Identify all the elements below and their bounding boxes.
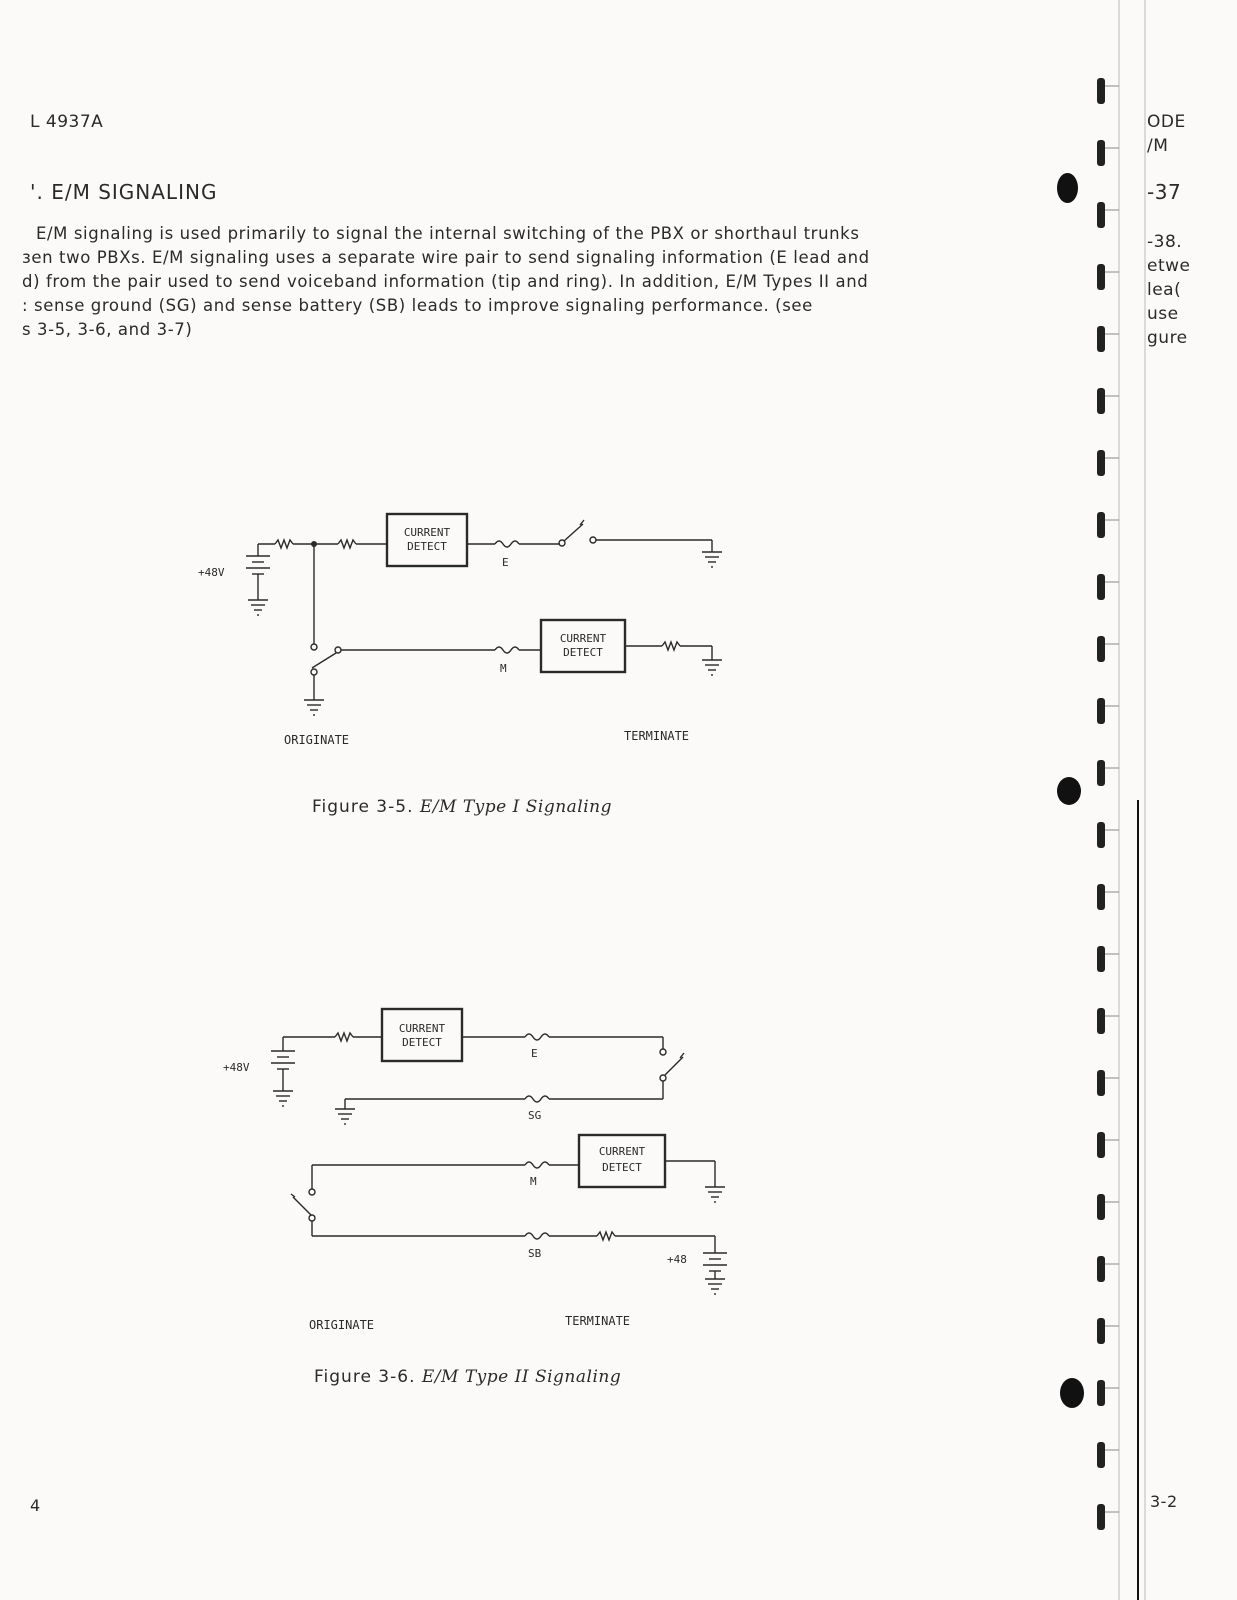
binder-ring <box>1097 698 1105 724</box>
current-detect-label: DETECT <box>407 540 447 553</box>
binder-ring <box>1097 1442 1105 1468</box>
next-page-text: -37 <box>1147 180 1182 204</box>
next-page-text: ODE <box>1147 112 1186 132</box>
figure-caption <box>312 797 612 817</box>
next-page-text: etwe <box>1147 256 1191 276</box>
binder-ring <box>1097 1256 1105 1282</box>
lead-label-e: E <box>531 1047 538 1060</box>
binder-ring <box>1097 78 1105 104</box>
binder-ring <box>1097 1504 1105 1530</box>
binder-ring <box>1097 388 1105 414</box>
binder-ring <box>1097 760 1105 786</box>
lead-label-e: E <box>502 556 509 569</box>
binder-ring <box>1097 450 1105 476</box>
punch-hole <box>1057 173 1078 203</box>
voltage-label: +48V <box>223 1061 250 1074</box>
caption-prefix: Figure 3-6. <box>314 1367 416 1387</box>
binder-ring <box>1097 140 1105 166</box>
next-page-text: lea( <box>1147 280 1182 300</box>
originate-label: ORIGINATE <box>284 733 350 747</box>
section-heading: '. E/M SIGNALING <box>30 180 218 204</box>
terminate-label: TERMINATE <box>565 1314 631 1328</box>
current-detect-label: CURRENT <box>559 632 607 645</box>
binder-ring <box>1097 1008 1105 1034</box>
caption-title: E/M Type I Signaling <box>419 797 613 817</box>
binder-ring <box>1097 264 1105 290</box>
punch-hole <box>1060 1378 1084 1408</box>
current-detect-label: DETECT <box>563 646 603 659</box>
current-detect-label: DETECT <box>402 1036 442 1049</box>
lead-label-sb: SB <box>528 1247 542 1260</box>
binder-ring <box>1097 636 1105 662</box>
binder-ring <box>1097 202 1105 228</box>
punch-hole <box>1057 777 1081 805</box>
binder-ring <box>1097 1070 1105 1096</box>
binder-ring <box>1097 884 1105 910</box>
next-page-text: use <box>1147 304 1179 324</box>
next-page-text: -38. <box>1147 232 1183 252</box>
binder-ring <box>1097 512 1105 538</box>
body-paragraph <box>22 222 972 342</box>
binder-ring <box>1097 1132 1105 1158</box>
lead-label-m: M <box>500 662 507 675</box>
originate-label: ORIGINATE <box>309 1318 375 1332</box>
paragraph-line: : sense ground (SG) and sense battery (SB) leads to improve signaling performance. (see <box>22 296 813 315</box>
paragraph-line: E/M signaling is used primarily to signal the internal switching of the PBX or shorthaul trunks <box>36 224 860 243</box>
next-page-text: /M <box>1147 136 1169 156</box>
page-number: 4 <box>30 1496 41 1515</box>
current-detect-label: DETECT <box>602 1161 642 1174</box>
paragraph-line: s 3-5, 3-6, and 3-7) <box>22 320 193 339</box>
binder-ring <box>1097 326 1105 352</box>
current-detect-label: CURRENT <box>398 1022 446 1035</box>
binder-ring <box>1097 1194 1105 1220</box>
binder-ring <box>1097 822 1105 848</box>
paragraph-line: d) from the pair used to send voiceband information (tip and ring). In addition, E/M Types II and <box>22 272 869 291</box>
binder-ring <box>1097 574 1105 600</box>
binder-ring <box>1097 1318 1105 1344</box>
figure-em-type-1-diagram <box>190 500 750 760</box>
caption-title: E/M Type II Signaling <box>421 1367 622 1387</box>
binder-ring <box>1097 1380 1105 1406</box>
caption-prefix: Figure 3-5. <box>312 797 414 817</box>
figure-caption <box>314 1367 621 1387</box>
paragraph-line: ɜen two PBXs. E/M signaling uses a separate wire pair to send signaling information (E lead and <box>22 248 870 267</box>
figure-em-type-2-diagram <box>215 995 755 1345</box>
lead-label-sg: SG <box>528 1109 542 1122</box>
current-detect-label: CURRENT <box>403 526 451 539</box>
current-detect-label: CURRENT <box>598 1145 646 1158</box>
lead-label-m: M <box>530 1175 537 1188</box>
document-id: L 4937A <box>30 112 104 132</box>
terminate-label: TERMINATE <box>624 729 690 743</box>
next-page-text: gure <box>1147 328 1188 348</box>
next-page-footer: 3-2 <box>1150 1492 1178 1511</box>
voltage-label: +48V <box>198 566 225 579</box>
voltage-label: +48 <box>667 1253 687 1266</box>
binder-ring <box>1097 946 1105 972</box>
